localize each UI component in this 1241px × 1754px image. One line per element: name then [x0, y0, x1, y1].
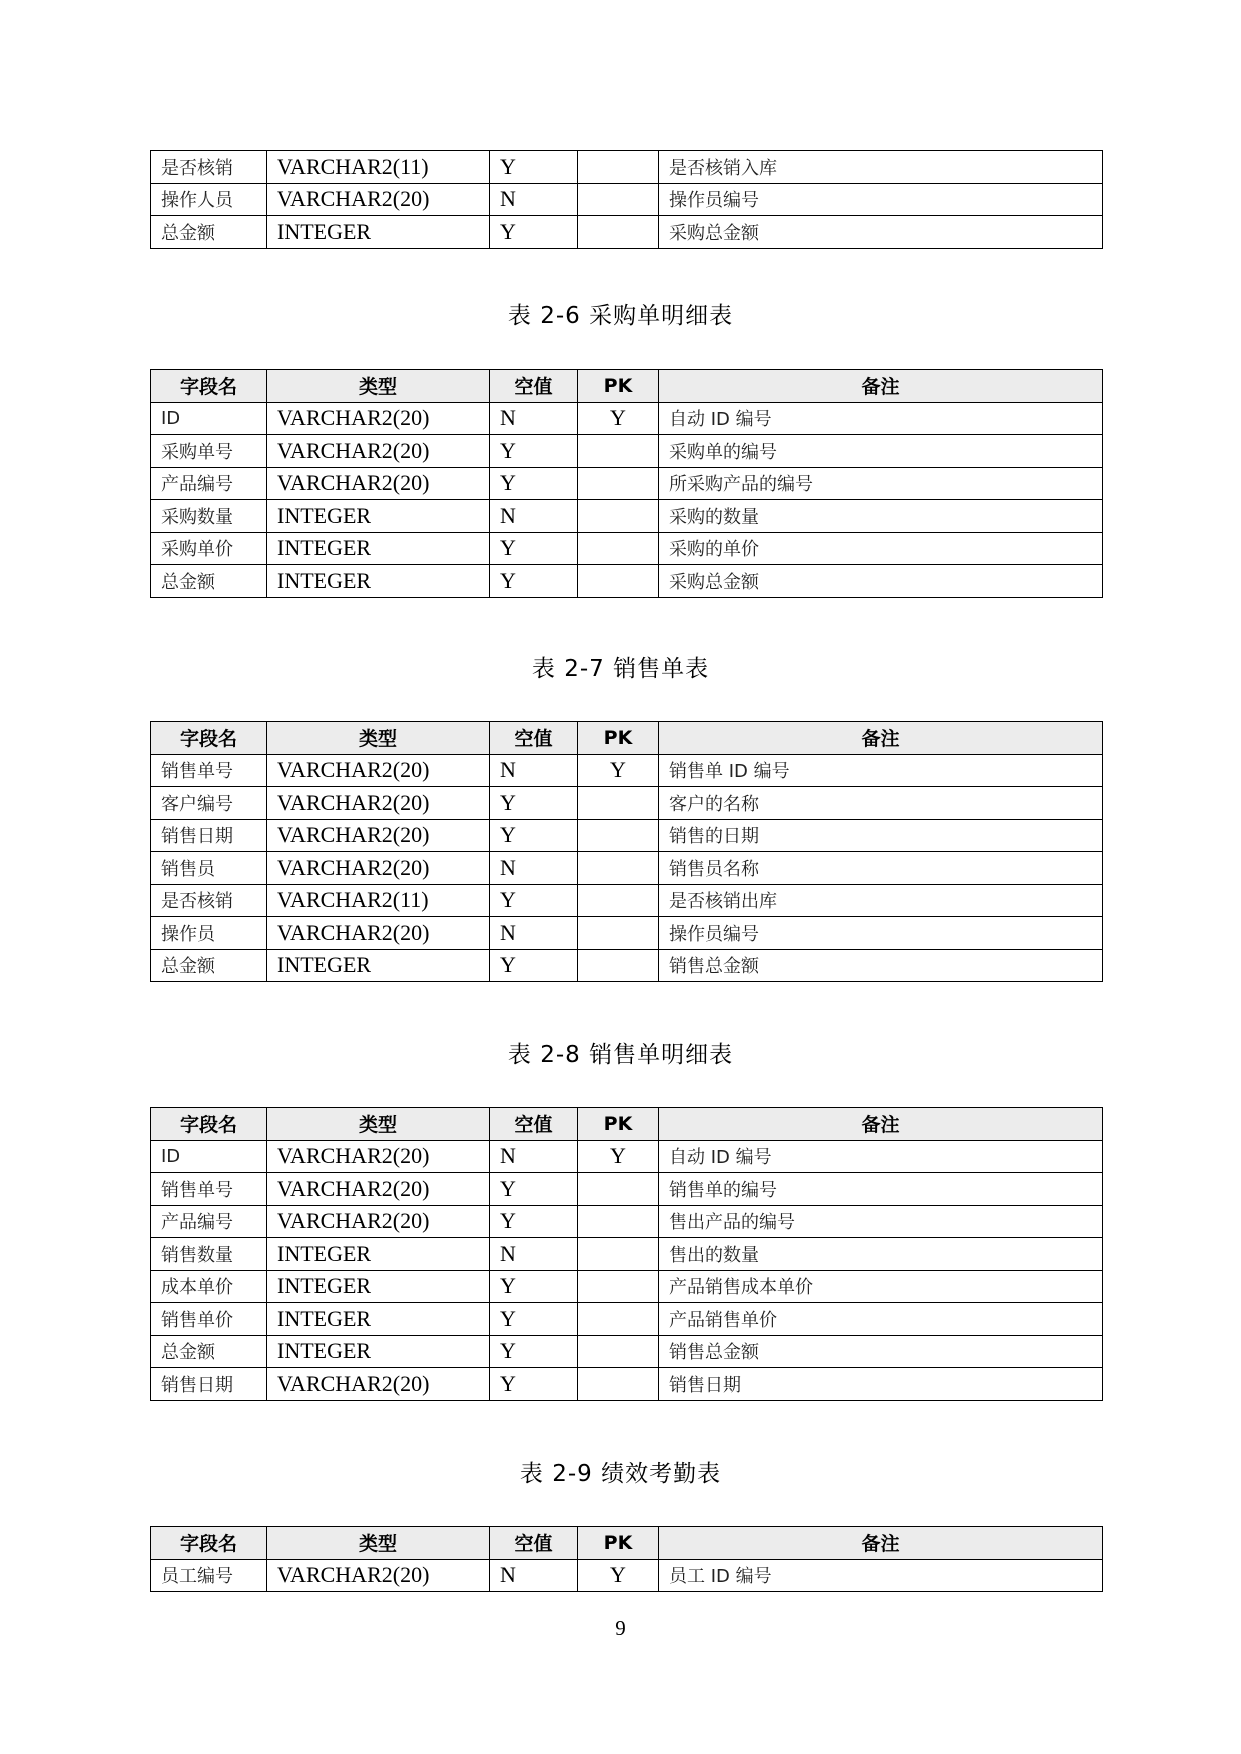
- table-cell: 产品编号: [151, 1205, 267, 1238]
- table-cell: Y: [490, 1368, 578, 1401]
- column-header: 字段名: [151, 1108, 267, 1141]
- table-caption-2-7: 表 2-7 销售单表: [531, 656, 710, 682]
- table-cell: 采购的单价: [659, 532, 1103, 565]
- table-cell: Y: [490, 1335, 578, 1368]
- table-cell: 成本单价: [151, 1270, 267, 1303]
- table-caption-2-8: 表 2-8 销售单明细表: [507, 1042, 734, 1068]
- table-cell: 自动 ID 编号: [659, 402, 1103, 435]
- table-cell: VARCHAR2(20): [267, 852, 490, 885]
- attendance-table: [150, 1526, 1103, 1592]
- table-cell: 销售总金额: [659, 949, 1103, 982]
- table-cell: Y: [490, 565, 578, 598]
- table-row: [151, 949, 1103, 982]
- table-cell: 采购单号: [151, 435, 267, 468]
- table-row: [151, 532, 1103, 565]
- column-header: 空值: [490, 722, 578, 755]
- table-cell: 销售单号: [151, 754, 267, 787]
- table-cell: N: [490, 1559, 578, 1592]
- column-header: 空值: [490, 1108, 578, 1141]
- table-cell: 销售单 ID 编号: [659, 754, 1103, 787]
- table-caption-2-6: 表 2-6 采购单明细表: [507, 303, 734, 329]
- table-cell: 产品销售单价: [659, 1303, 1103, 1336]
- table-cell: Y: [490, 884, 578, 917]
- table-cell: Y: [490, 787, 578, 820]
- table-cell: INTEGER: [267, 1303, 490, 1336]
- table-cell: 销售日期: [151, 1368, 267, 1401]
- purchase-order-table-continued: [150, 150, 1103, 249]
- table-cell: 销售单的编号: [659, 1173, 1103, 1206]
- table-cell: [578, 1270, 659, 1303]
- page-number: 9: [615, 1616, 626, 1640]
- table-cell: 员工 ID 编号: [659, 1559, 1103, 1592]
- table-row: [151, 1238, 1103, 1271]
- column-header: 空值: [490, 370, 578, 403]
- table-row: [151, 1205, 1103, 1238]
- table-cell: INTEGER: [267, 216, 490, 249]
- table-row: [151, 1335, 1103, 1368]
- table-header-row: [151, 1108, 1103, 1141]
- column-header: 字段名: [151, 370, 267, 403]
- table-cell: INTEGER: [267, 1270, 490, 1303]
- table-row: [151, 1173, 1103, 1206]
- table-cell: Y: [490, 216, 578, 249]
- table-cell: VARCHAR2(20): [267, 819, 490, 852]
- table-cell: [578, 819, 659, 852]
- table-cell: [578, 1205, 659, 1238]
- table-cell: [578, 1335, 659, 1368]
- table-row: [151, 1368, 1103, 1401]
- table-cell: [578, 852, 659, 885]
- table-cell: [578, 1303, 659, 1336]
- table-cell: 采购的数量: [659, 500, 1103, 533]
- table-cell: 客户的名称: [659, 787, 1103, 820]
- table-cell: VARCHAR2(20): [267, 1368, 490, 1401]
- column-header: 备注: [659, 722, 1103, 755]
- table-row: [151, 754, 1103, 787]
- table-cell: Y: [578, 1140, 659, 1173]
- table-cell: VARCHAR2(11): [267, 151, 490, 184]
- table-header-row: [151, 1527, 1103, 1560]
- column-header: 类型: [267, 722, 490, 755]
- table-cell: 操作员编号: [659, 183, 1103, 216]
- column-header: 空值: [490, 1527, 578, 1560]
- table-cell: 员工编号: [151, 1559, 267, 1592]
- table-row: [151, 151, 1103, 184]
- table-row: [151, 1303, 1103, 1336]
- table-cell: [578, 949, 659, 982]
- table-cell: [578, 1238, 659, 1271]
- column-header: 备注: [659, 1527, 1103, 1560]
- table-cell: 总金额: [151, 216, 267, 249]
- table-cell: 总金额: [151, 565, 267, 598]
- table-cell: 采购数量: [151, 500, 267, 533]
- table-cell: INTEGER: [267, 500, 490, 533]
- table-cell: N: [490, 1238, 578, 1271]
- table-cell: Y: [490, 1173, 578, 1206]
- table-cell: VARCHAR2(20): [267, 435, 490, 468]
- table-row: [151, 402, 1103, 435]
- table-cell: VARCHAR2(20): [267, 402, 490, 435]
- table-cell: N: [490, 183, 578, 216]
- table-cell: INTEGER: [267, 1335, 490, 1368]
- table-cell: [578, 151, 659, 184]
- table-cell: 销售日期: [659, 1368, 1103, 1401]
- table-cell: 总金额: [151, 949, 267, 982]
- table-cell: ID: [151, 402, 267, 435]
- table-cell: Y: [490, 467, 578, 500]
- table-cell: VARCHAR2(20): [267, 183, 490, 216]
- table-cell: 采购总金额: [659, 565, 1103, 598]
- table-cell: Y: [490, 1303, 578, 1336]
- table-cell: 销售的日期: [659, 819, 1103, 852]
- table-row: [151, 216, 1103, 249]
- table-cell: 是否核销入库: [659, 151, 1103, 184]
- table-cell: [578, 787, 659, 820]
- table-cell: 采购单的编号: [659, 435, 1103, 468]
- table-cell: [578, 532, 659, 565]
- table-cell: VARCHAR2(20): [267, 1205, 490, 1238]
- table-cell: 售出的数量: [659, 1238, 1103, 1271]
- table-cell: Y: [578, 754, 659, 787]
- table-cell: VARCHAR2(20): [267, 754, 490, 787]
- table-row: [151, 467, 1103, 500]
- purchase-detail-table: [150, 369, 1103, 598]
- table-cell: 销售员名称: [659, 852, 1103, 885]
- table-cell: 销售员: [151, 852, 267, 885]
- column-header: 备注: [659, 370, 1103, 403]
- table-cell: INTEGER: [267, 1238, 490, 1271]
- table-row: [151, 1559, 1103, 1592]
- table-cell: [578, 500, 659, 533]
- table-cell: 产品编号: [151, 467, 267, 500]
- table-cell: VARCHAR2(20): [267, 1559, 490, 1592]
- table-cell: Y: [490, 949, 578, 982]
- table-cell: [578, 216, 659, 249]
- table-cell: Y: [490, 532, 578, 565]
- table-row: [151, 183, 1103, 216]
- table-cell: N: [490, 917, 578, 950]
- column-header: 类型: [267, 1527, 490, 1560]
- table-cell: 是否核销: [151, 151, 267, 184]
- table-row: [151, 1270, 1103, 1303]
- column-header: PK: [578, 722, 659, 755]
- table-cell: [578, 467, 659, 500]
- table-row: [151, 500, 1103, 533]
- table-cell: N: [490, 500, 578, 533]
- table-cell: 采购总金额: [659, 216, 1103, 249]
- table-cell: Y: [490, 1270, 578, 1303]
- table-row: [151, 852, 1103, 885]
- table-header-row: [151, 722, 1103, 755]
- column-header: 字段名: [151, 1527, 267, 1560]
- table-cell: 操作员编号: [659, 917, 1103, 950]
- table-cell: INTEGER: [267, 532, 490, 565]
- table-cell: 自动 ID 编号: [659, 1140, 1103, 1173]
- table-cell: VARCHAR2(11): [267, 884, 490, 917]
- table-cell: VARCHAR2(20): [267, 1140, 490, 1173]
- table-row: [151, 435, 1103, 468]
- table-cell: 销售总金额: [659, 1335, 1103, 1368]
- table-cell: [578, 435, 659, 468]
- table-cell: [578, 884, 659, 917]
- table-cell: 销售日期: [151, 819, 267, 852]
- table-cell: Y: [490, 435, 578, 468]
- table-cell: 销售单价: [151, 1303, 267, 1336]
- column-header: PK: [578, 1108, 659, 1141]
- table-cell: VARCHAR2(20): [267, 787, 490, 820]
- table-cell: N: [490, 754, 578, 787]
- table-cell: 销售单号: [151, 1173, 267, 1206]
- table-cell: 是否核销出库: [659, 884, 1103, 917]
- table-row: [151, 917, 1103, 950]
- table-cell: 操作人员: [151, 183, 267, 216]
- table-cell: [578, 183, 659, 216]
- table-row: [151, 884, 1103, 917]
- sales-detail-table: [150, 1107, 1103, 1401]
- table-cell: 销售数量: [151, 1238, 267, 1271]
- table-cell: Y: [578, 1559, 659, 1592]
- table-cell: [578, 565, 659, 598]
- table-cell: INTEGER: [267, 949, 490, 982]
- column-header: PK: [578, 1527, 659, 1560]
- column-header: 类型: [267, 1108, 490, 1141]
- table-header-row: [151, 370, 1103, 403]
- table-cell: 客户编号: [151, 787, 267, 820]
- table-caption-2-9: 表 2-9 绩效考勤表: [519, 1461, 722, 1487]
- table-cell: Y: [490, 819, 578, 852]
- table-cell: VARCHAR2(20): [267, 1173, 490, 1206]
- table-cell: 采购单价: [151, 532, 267, 565]
- table-row: [151, 1140, 1103, 1173]
- table-cell: 产品销售成本单价: [659, 1270, 1103, 1303]
- column-header: 类型: [267, 370, 490, 403]
- table-cell: INTEGER: [267, 565, 490, 598]
- table-cell: VARCHAR2(20): [267, 467, 490, 500]
- column-header: 字段名: [151, 722, 267, 755]
- table-cell: 总金额: [151, 1335, 267, 1368]
- table-cell: N: [490, 1140, 578, 1173]
- table-row: [151, 819, 1103, 852]
- table-cell: 售出产品的编号: [659, 1205, 1103, 1238]
- table-cell: Y: [490, 151, 578, 184]
- table-cell: [578, 1368, 659, 1401]
- table-cell: [578, 1173, 659, 1206]
- table-cell: 是否核销: [151, 884, 267, 917]
- table-cell: N: [490, 402, 578, 435]
- sales-order-table: [150, 721, 1103, 982]
- table-cell: 所采购产品的编号: [659, 467, 1103, 500]
- table-cell: N: [490, 852, 578, 885]
- table-row: [151, 787, 1103, 820]
- table-cell: ID: [151, 1140, 267, 1173]
- table-cell: Y: [578, 402, 659, 435]
- table-cell: Y: [490, 1205, 578, 1238]
- column-header: 备注: [659, 1108, 1103, 1141]
- table-row: [151, 565, 1103, 598]
- table-cell: 操作员: [151, 917, 267, 950]
- table-cell: VARCHAR2(20): [267, 917, 490, 950]
- column-header: PK: [578, 370, 659, 403]
- table-cell: [578, 917, 659, 950]
